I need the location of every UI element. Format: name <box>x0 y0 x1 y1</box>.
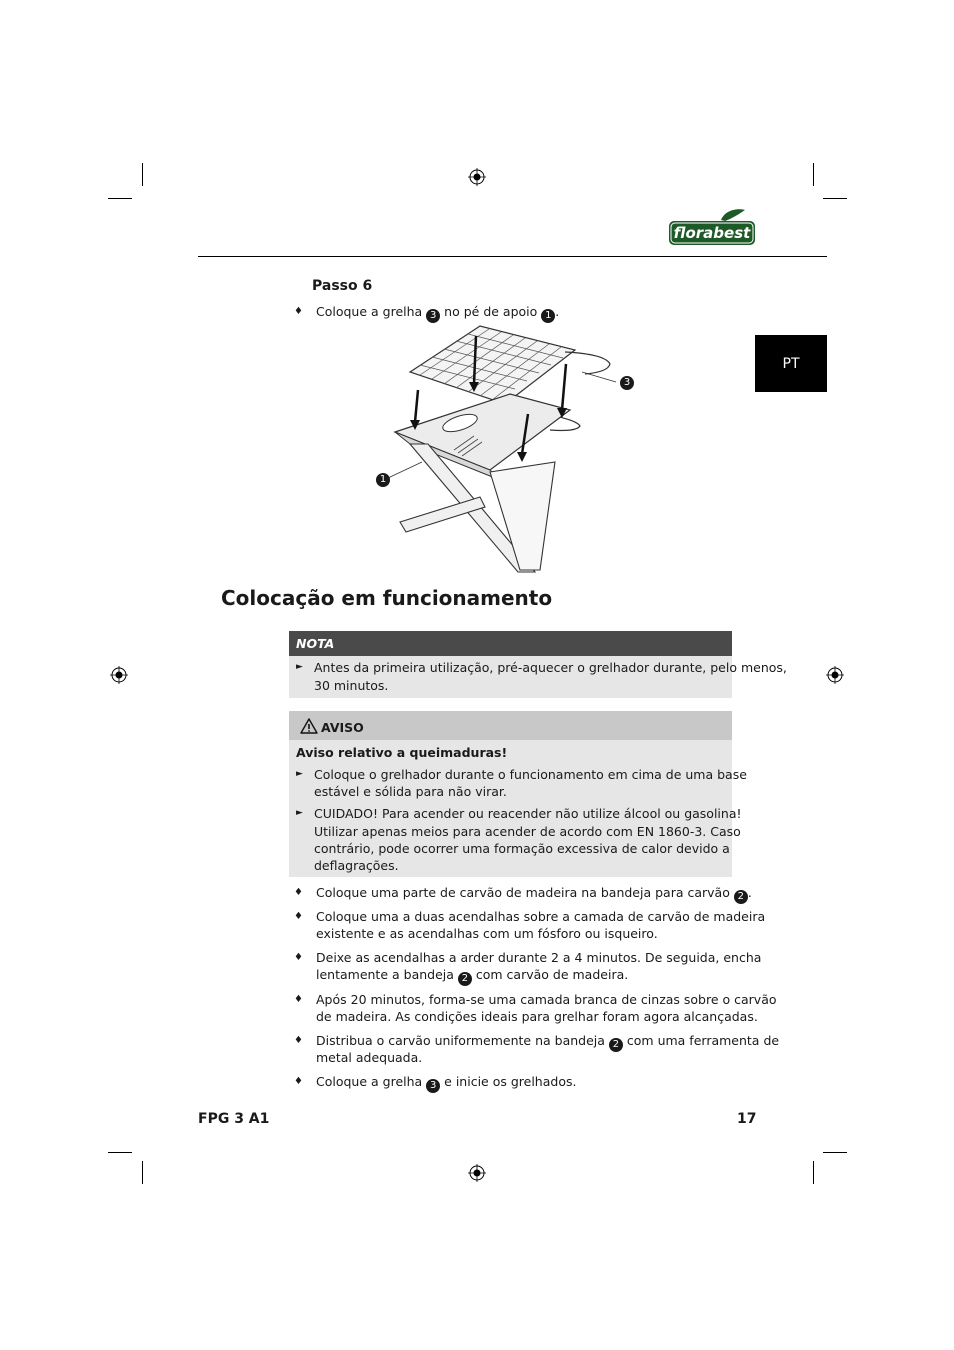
note-heading: NOTA <box>296 636 335 651</box>
operating-step: Deixe as acendalhas a arder durante 2 a 4 minutos. De seguida, encha <box>316 950 762 965</box>
operating-step: de madeira. As condições ideais para grelhar foram agora alcançadas. <box>316 1009 758 1024</box>
warning-triangle-icon <box>300 718 318 734</box>
crop-mark <box>142 1161 143 1184</box>
registration-mark-icon <box>826 666 844 684</box>
ref-number: 2 <box>609 1038 623 1052</box>
section-title: Colocação em funcionamento <box>221 586 553 610</box>
ref-number: 2 <box>458 972 472 986</box>
callout-number: 3 <box>620 376 634 390</box>
warning-subtitle: Aviso relativo a queimaduras! <box>296 745 508 760</box>
crop-mark <box>813 1161 814 1184</box>
operating-step: Após 20 minutos, forma-se uma camada branca de cinzas sobre o carvão <box>316 992 777 1007</box>
crop-mark <box>142 163 143 186</box>
header-rule <box>198 256 827 257</box>
arrow-bullet-icon: ► <box>296 808 303 818</box>
ref-number: 2 <box>734 890 748 904</box>
registration-mark-icon <box>468 168 486 186</box>
diamond-bullet-icon: ♦ <box>294 306 303 317</box>
page-number: 17 <box>737 1111 757 1127</box>
crop-mark <box>813 163 814 186</box>
brand-logo <box>669 208 755 246</box>
arrow-bullet-icon: ► <box>296 769 303 779</box>
logo-text: florabest <box>673 224 751 242</box>
registration-mark-icon <box>110 666 128 684</box>
warning-text: deflagrações. <box>314 858 399 873</box>
callout-number: 1 <box>376 473 390 487</box>
ref-number: 1 <box>541 309 555 323</box>
crop-mark <box>823 1152 847 1153</box>
operating-step: lentamente a bandeja 2 com carvão de madeira. <box>316 967 629 984</box>
crop-mark <box>108 198 132 199</box>
warning-text: contrário, pode ocorrer uma formação excessiva de calor devido a <box>314 841 730 856</box>
operating-step: existente e as acendalhas com um fósforo ou isqueiro. <box>316 926 658 941</box>
diamond-bullet-icon: ♦ <box>294 1076 303 1087</box>
warning-header <box>289 711 732 740</box>
warning-text: estável e sólida para não virar. <box>314 784 507 799</box>
ref-number: 3 <box>426 1079 440 1093</box>
grill-assembly-figure <box>370 322 640 577</box>
language-tab <box>755 335 827 392</box>
registration-mark-icon <box>468 1164 486 1182</box>
note-text: 30 minutos. <box>314 678 389 693</box>
diamond-bullet-icon: ♦ <box>294 887 303 898</box>
step-instruction: Coloque a grelha 3 no pé de apoio 1 . <box>316 304 560 321</box>
operating-step: metal adequada. <box>316 1050 423 1065</box>
diamond-bullet-icon: ♦ <box>294 911 303 922</box>
note-header <box>289 631 732 656</box>
step-title: Passo 6 <box>312 278 373 294</box>
operating-step: Coloque uma a duas acendalhas sobre a camada de carvão de madeira <box>316 909 766 924</box>
warning-text: Utilizar apenas meios para acender de acordo com EN 1860-3. Caso <box>314 824 741 839</box>
crop-mark <box>108 1152 132 1153</box>
language-code: PT <box>782 355 800 372</box>
warning-text: CUIDADO! Para acender ou reacender não utilize álcool ou gasolina! <box>314 806 742 821</box>
diamond-bullet-icon: ♦ <box>294 1035 303 1046</box>
warning-heading: AVISO <box>321 720 364 735</box>
model-number: FPG 3 A1 <box>198 1111 270 1127</box>
ref-number: 3 <box>426 309 440 323</box>
crop-mark <box>823 198 847 199</box>
diamond-bullet-icon: ♦ <box>294 994 303 1005</box>
operating-step: Distribua o carvão uniformemente na bandeja 2 com uma ferramenta de <box>316 1033 780 1050</box>
grill-illustration <box>370 322 640 577</box>
diamond-bullet-icon: ♦ <box>294 952 303 963</box>
arrow-bullet-icon: ► <box>296 662 303 672</box>
operating-step: Coloque a grelha 3 e inicie os grelhados. <box>316 1074 577 1091</box>
note-text: Antes da primeira utilização, pré-aquecer o grelhador durante, pelo menos, <box>314 660 787 675</box>
warning-text: Coloque o grelhador durante o funcionamento em cima de uma base <box>314 767 747 782</box>
operating-step: Coloque uma parte de carvão de madeira na bandeja para carvão 2 . <box>316 885 752 902</box>
